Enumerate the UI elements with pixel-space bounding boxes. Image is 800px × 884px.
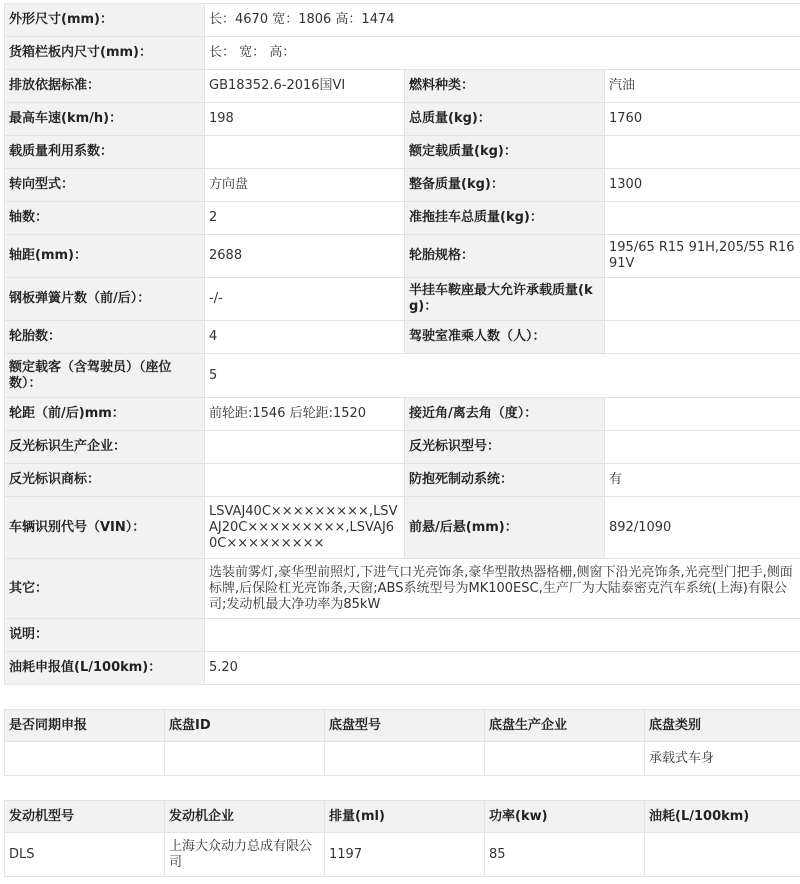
- reflector-brand-label: 反光标识商标：: [5, 464, 205, 497]
- spec-row-tires: [5, 321, 800, 354]
- rated-load-value: [605, 136, 800, 169]
- engine-header-row: [5, 801, 800, 833]
- spec-row-cargo: [5, 37, 800, 70]
- total-mass-value: 1760: [605, 103, 800, 136]
- chassis-header-model: 底盘型号: [325, 710, 485, 742]
- spec-row-track: [5, 398, 800, 431]
- dimensions-value: 长：4670 宽：1806 高：1474: [205, 4, 800, 37]
- engine-header-fuel: 油耗(L/100km): [645, 801, 800, 833]
- engine-table: [4, 800, 800, 877]
- spec-row-speed: [5, 103, 800, 136]
- steering-type-label: 转向型式：: [5, 169, 205, 202]
- note-label: 说明：: [5, 619, 205, 652]
- other-label: 其它：: [5, 559, 205, 619]
- track-width-label: 轮距（前/后)mm：: [5, 398, 205, 431]
- engine-maker-cell: 上海大众动力总成有限公司: [165, 833, 325, 877]
- dimensions-label: 外形尺寸(mm)：: [5, 4, 205, 37]
- table-row: [5, 742, 800, 776]
- overhang-value: 892/1090: [605, 497, 800, 559]
- fuel-consumption-value: 5.20: [205, 652, 800, 685]
- fuel-type-label: 燃料种类：: [405, 70, 605, 103]
- chassis-maker-cell: [485, 742, 645, 776]
- spec-row-note: [5, 619, 800, 652]
- curb-mass-label: 整备质量(kg)：: [405, 169, 605, 202]
- chassis-header-id: 底盘ID: [165, 710, 325, 742]
- tire-spec-label: 轮胎规格：: [405, 235, 605, 278]
- fuel-type-value: 汽油: [605, 70, 800, 103]
- spec-row-leaf-spring: [5, 278, 800, 321]
- spec-row-passengers: [5, 354, 800, 398]
- spec-row-load: [5, 136, 800, 169]
- chassis-id-cell: [165, 742, 325, 776]
- spec-row-reflector-brand: [5, 464, 800, 497]
- tire-count-value: 4: [205, 321, 405, 354]
- approach-angle-value: [605, 398, 800, 431]
- reflector-model-value: [605, 431, 800, 464]
- trailer-mass-label: 准拖挂车总质量(kg)：: [405, 202, 605, 235]
- table-row: [5, 833, 800, 877]
- engine-displacement-cell: 1197: [325, 833, 485, 877]
- emission-standard-label: 排放依据标准：: [5, 70, 205, 103]
- axle-count-label: 轴数：: [5, 202, 205, 235]
- fuel-consumption-label: 油耗申报值(L/100km)：: [5, 652, 205, 685]
- engine-header-model: 发动机型号: [5, 801, 165, 833]
- engine-header-displacement: 排量(ml): [325, 801, 485, 833]
- spec-row-other: [5, 559, 800, 619]
- spec-row-fuel-report: [5, 652, 800, 685]
- chassis-header-maker: 底盘生产企业: [485, 710, 645, 742]
- steering-type-value: 方向盘: [205, 169, 405, 202]
- leaf-spring-label: 钢板弹簧片数（前/后）：: [5, 278, 205, 321]
- chassis-header-declared: 是否同期申报: [5, 710, 165, 742]
- max-speed-value: 198: [205, 103, 405, 136]
- chassis-model-cell: [325, 742, 485, 776]
- vin-label: 车辆识别代号（VIN）：: [5, 497, 205, 559]
- abs-value: 有: [605, 464, 800, 497]
- spec-row-steering: [5, 169, 800, 202]
- engine-header-power: 功率(kw): [485, 801, 645, 833]
- wheelbase-value: 2688: [205, 235, 405, 278]
- spec-row-reflector-maker: [5, 431, 800, 464]
- tire-spec-value: 195/65 R15 91H,205/55 R16 91V: [605, 235, 800, 278]
- cab-seats-value: [605, 321, 800, 354]
- chassis-declared-cell: [5, 742, 165, 776]
- engine-power-cell: 85: [485, 833, 645, 877]
- max-speed-label: 最高车速(km/h)：: [5, 103, 205, 136]
- saddle-load-value: [605, 278, 800, 321]
- abs-label: 防抱死制动系统：: [405, 464, 605, 497]
- engine-fuel-cell: [645, 833, 800, 877]
- spec-row-dimensions: [5, 4, 800, 37]
- reflector-model-label: 反光标识型号：: [405, 431, 605, 464]
- load-utilization-label: 载质量利用系数：: [5, 136, 205, 169]
- chassis-header-row: [5, 710, 800, 742]
- reflector-brand-value: [205, 464, 405, 497]
- axle-count-value: 2: [205, 202, 405, 235]
- spec-row-wheelbase: [5, 235, 800, 278]
- engine-header-maker: 发动机企业: [165, 801, 325, 833]
- chassis-table: [4, 709, 800, 776]
- approach-angle-label: 接近角/离去角（度）：: [405, 398, 605, 431]
- emission-standard-value: GB18352.6-2016国VI: [205, 70, 405, 103]
- reflector-maker-value: [205, 431, 405, 464]
- vehicle-spec-table: [4, 3, 800, 685]
- chassis-header-type: 底盘类别: [645, 710, 800, 742]
- total-mass-label: 总质量(kg)：: [405, 103, 605, 136]
- leaf-spring-value: -/-: [205, 278, 405, 321]
- cargo-box-value: 长： 宽： 高：: [205, 37, 800, 70]
- trailer-mass-value: [605, 202, 800, 235]
- note-value: [205, 619, 800, 652]
- wheelbase-label: 轴距(mm)：: [5, 235, 205, 278]
- spec-row-emission: [5, 70, 800, 103]
- overhang-label: 前悬/后悬(mm)：: [405, 497, 605, 559]
- cab-seats-label: 驾驶室准乘人数（人）：: [405, 321, 605, 354]
- engine-model-cell: DLS: [5, 833, 165, 877]
- track-width-value: 前轮距:1546 后轮距:1520: [205, 398, 405, 431]
- curb-mass-value: 1300: [605, 169, 800, 202]
- saddle-load-label: 半挂车鞍座最大允许承载质量(kg)：: [405, 278, 605, 321]
- passenger-capacity-label: 额定载客（含驾驶员）（座位数）：: [5, 354, 205, 398]
- reflector-maker-label: 反光标识生产企业：: [5, 431, 205, 464]
- other-value: 选装前雾灯,豪华型前照灯,下进气口光亮饰条,豪华型散热器格栅,侧窗下沿光亮饰条,光亮型门把手,侧面标牌,后保险杠光亮饰条,天窗;ABS系统型号为MK100ESC,生产厂为大陆泰密克汽车系统(上海)有限公司;发动机最大净功率为85kW: [205, 559, 800, 619]
- chassis-type-cell: 承载式车身: [645, 742, 800, 776]
- load-utilization-value: [205, 136, 405, 169]
- spec-row-vin: [5, 497, 800, 559]
- vin-value: LSVAJ40C×××××××××,LSVAJ20C×××××××××,LSVAJ60C×××××××××: [205, 497, 405, 559]
- spec-row-axles: [5, 202, 800, 235]
- passenger-capacity-value: 5: [205, 354, 800, 398]
- rated-load-label: 额定载质量(kg)：: [405, 136, 605, 169]
- tire-count-label: 轮胎数：: [5, 321, 205, 354]
- cargo-box-label: 货箱栏板内尺寸(mm)：: [5, 37, 205, 70]
